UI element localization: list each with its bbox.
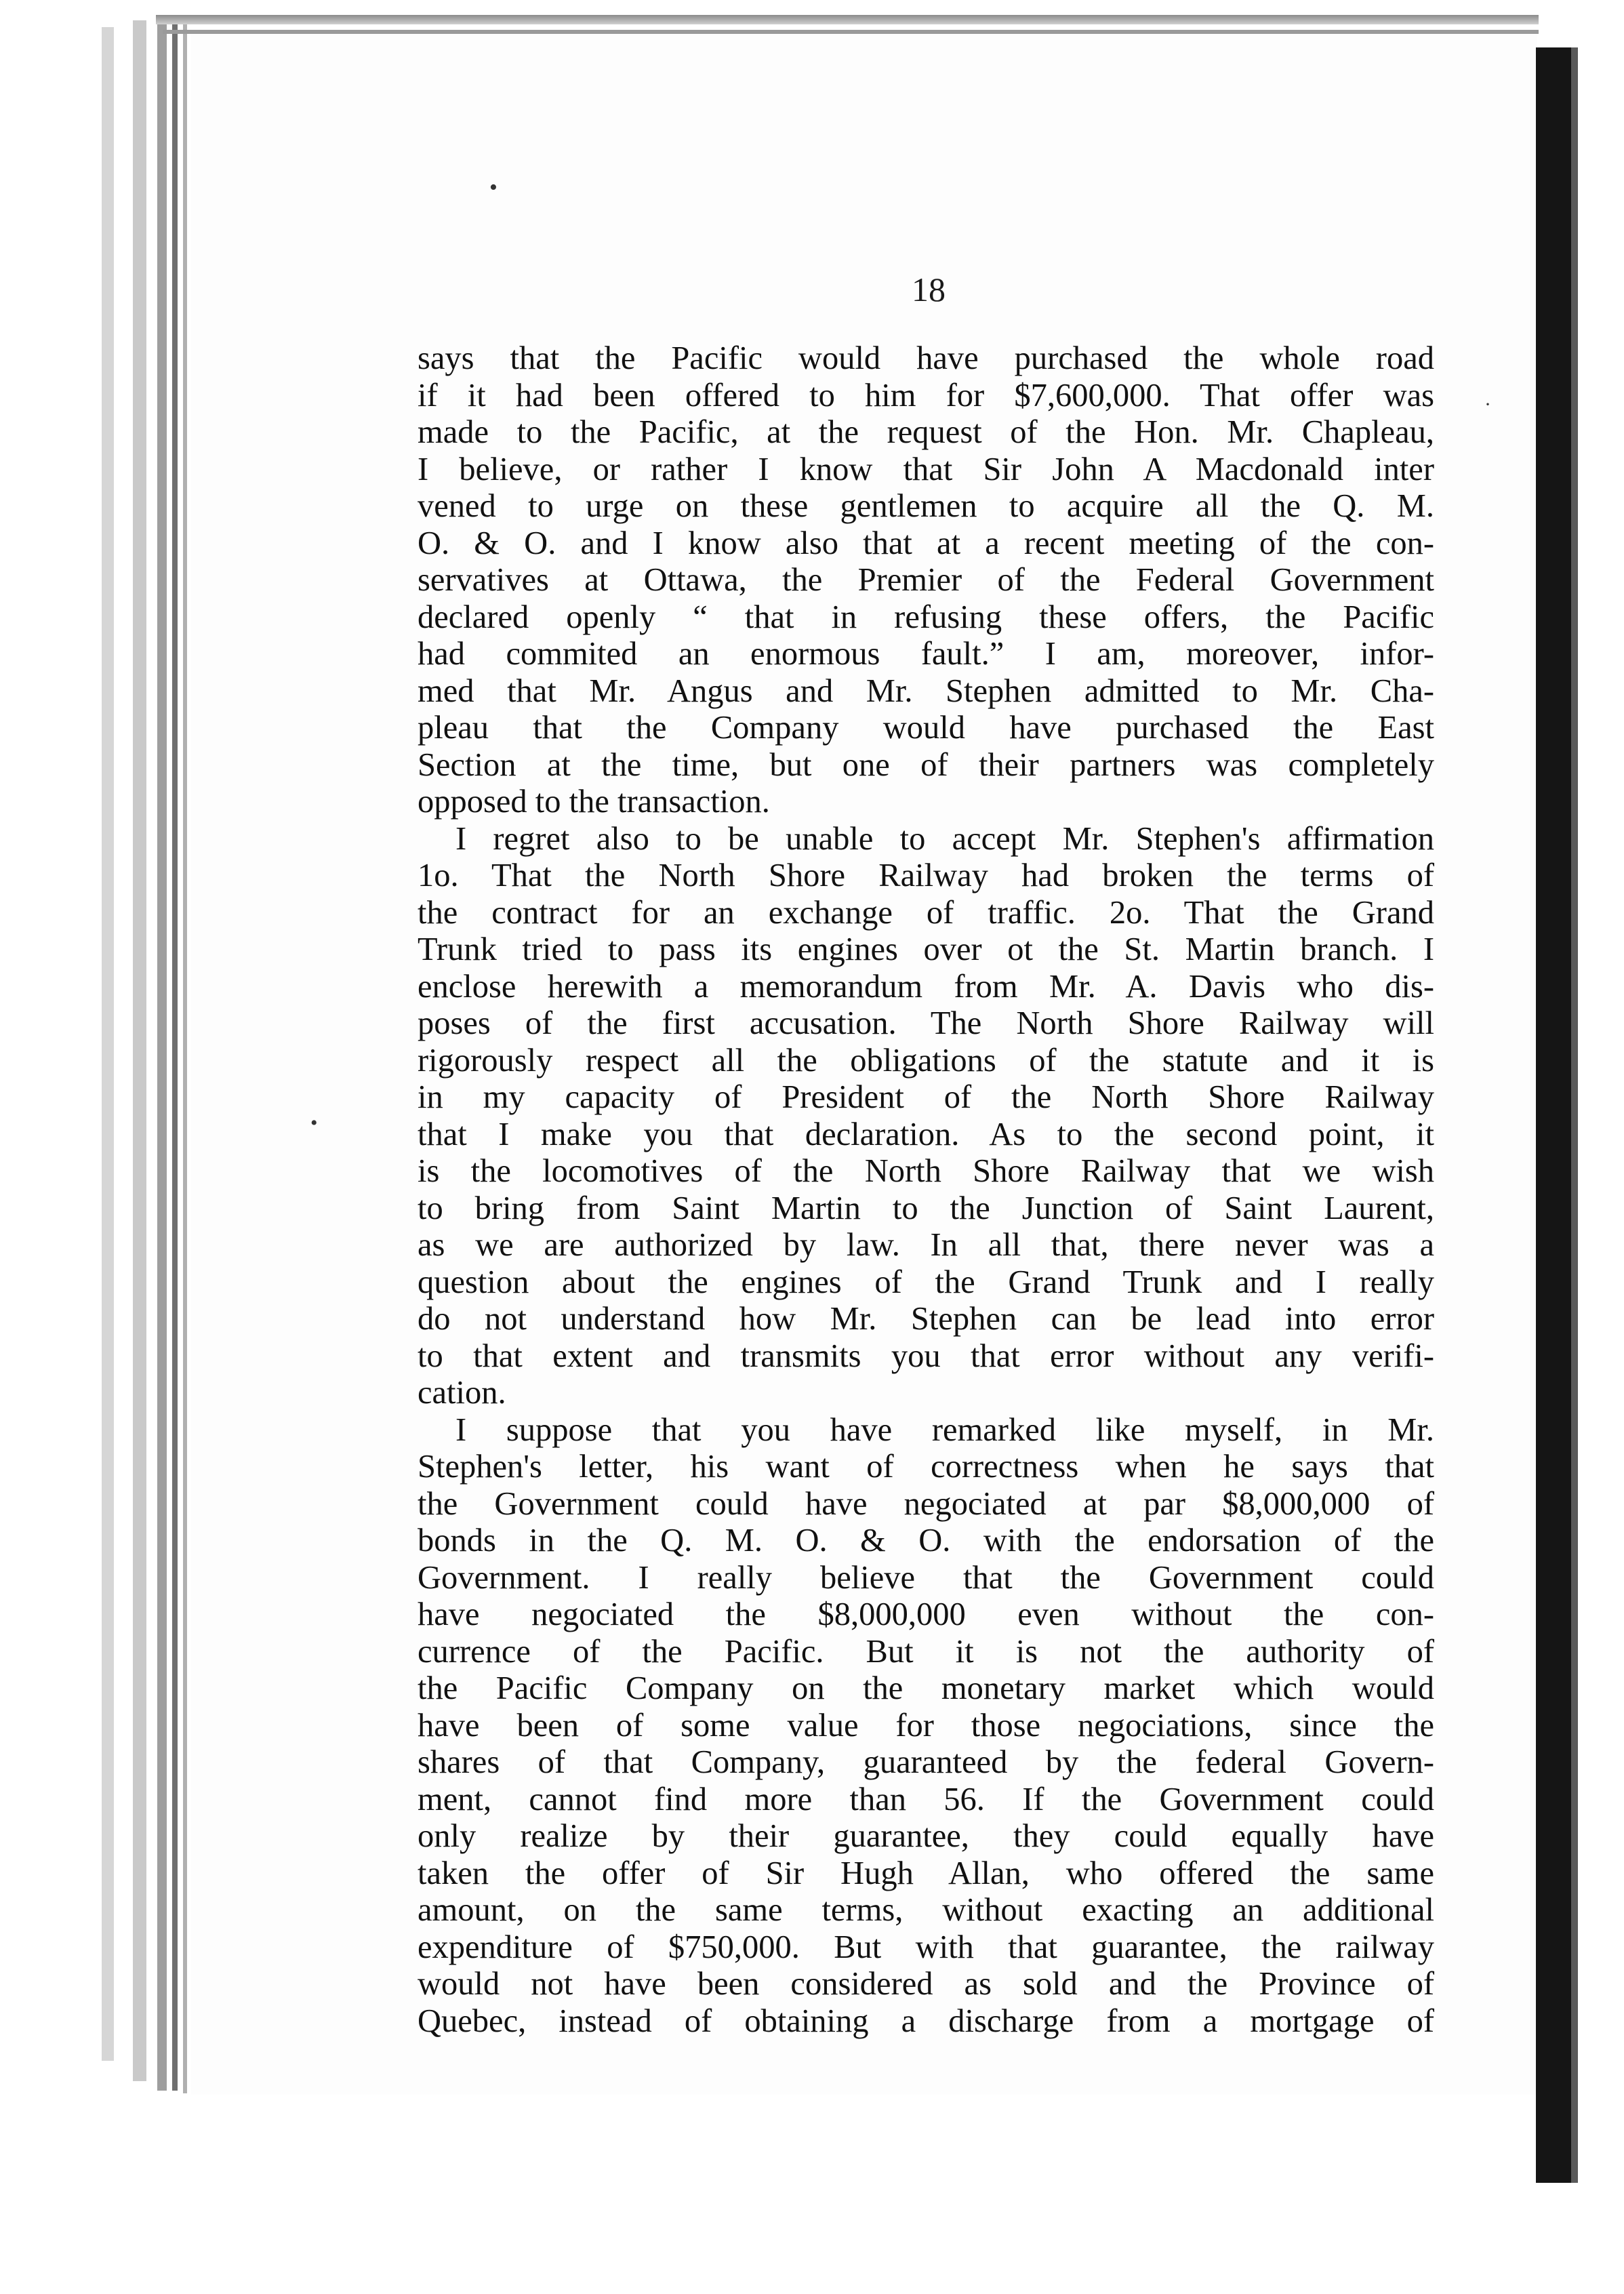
text-line: rigorously respect all the obligations of the statute and it is — [418, 1042, 1434, 1079]
text-line: have negociated the $8,000,000 even without the con- — [418, 1596, 1434, 1632]
text-line: Stephen's letter, his want of correctness when he says that — [418, 1449, 1434, 1485]
page-edge — [172, 23, 178, 2091]
text-line: made to the Pacific, at the request of the Hon. Mr. Chapleau, — [418, 414, 1434, 450]
scan-speck: · — [1484, 393, 1491, 416]
text-line: opposed to the transaction. — [418, 784, 770, 820]
text-line: declared openly “ that in refusing these offers, the Pacific — [418, 599, 1434, 635]
text-line: that I make you that declaration. As to the second point, it — [418, 1116, 1434, 1152]
text-line: med that Mr. Angus and Mr. Stephen admitted to Mr. Cha- — [418, 672, 1434, 709]
page-edge — [102, 27, 114, 2061]
text-line: if it had been offered to him for $7,600,000. That offer was — [418, 377, 1434, 414]
text-line: servatives at Ottawa, the Premier of the Federal Government — [418, 562, 1434, 598]
text-line: bonds in the Q. M. O. & O. with the endorsation of the — [418, 1523, 1434, 1558]
text-line: I believe, or rather I know that Sir John A Macdonald inter — [418, 451, 1434, 487]
text-line: had commited an enormous fault.” I am, moreover, infor- — [418, 636, 1434, 672]
text-line: Quebec, instead of obtaining a discharge from a mortgage of — [418, 2003, 1434, 2039]
text-line: currence of the Pacific. But it is not the authority of — [418, 1633, 1434, 1670]
text-line: would not have been considered as sold and the Province of — [418, 1966, 1434, 2002]
text-line: question about the engines of the Grand Trunk and I really — [418, 1264, 1434, 1300]
scan-speck: • — [310, 1112, 318, 1134]
text-line: 1o. That the North Shore Railway had broken the terms of — [418, 858, 1434, 893]
text-line: poses of the first accusation. The North Shore Railway will — [418, 1005, 1434, 1041]
text-line: ment, cannot find more than 56. If the Government could — [418, 1781, 1434, 1817]
page-edge — [183, 19, 187, 2093]
text-line: shares of that Company, guaranteed by the federal Govern- — [418, 1744, 1434, 1780]
text-line: expenditure of $750,000. But with that guarantee, the railway — [418, 1929, 1434, 1965]
text-line: to that extent and transmits you that error without any verifi- — [418, 1337, 1434, 1374]
text-line: enclose herewith a memorandum from Mr. A. Davis who dis- — [418, 968, 1434, 1005]
text-line: O. & O. and I know also that at a recent meeting of the con- — [418, 525, 1434, 561]
page-number: 18 — [912, 270, 946, 308]
text-line: is the locomotives of the North Shore Railway that we wish — [418, 1153, 1434, 1189]
page-top-edge — [156, 15, 1539, 24]
text-line: do not understand how Mr. Stephen can be lead into error — [418, 1301, 1434, 1337]
text-line: to bring from Saint Martin to the Junction of Saint Laurent, — [418, 1190, 1434, 1226]
text-line: Trunk tried to pass its engines over ot the St. Martin branch. I — [418, 931, 1434, 967]
text-line: cation. — [418, 1375, 506, 1411]
text-line: the contract for an exchange of traffic. 2o. That the Grand — [418, 894, 1434, 931]
scan-speck: • — [489, 175, 498, 200]
page-edge — [133, 20, 146, 2081]
text-line: pleau that the Company would have purchased the East — [418, 710, 1434, 746]
text-line: I suppose that you have remarked like myself, in Mr. — [455, 1411, 1434, 1448]
text-line: vened to urge on these gentlemen to acquire all the Q. M. — [418, 488, 1434, 524]
text-line: as we are authorized by law. In all that, there never was a — [418, 1227, 1434, 1263]
text-line: the Government could have negociated at par $8,000,000 of — [418, 1485, 1434, 1522]
text-line: says that the Pacific would have purchased the whole road — [418, 340, 1434, 376]
text-line: the Pacific Company on the monetary market which would — [418, 1670, 1434, 1706]
text-line: taken the offer of Sir Hugh Allan, who offered the same — [418, 1855, 1434, 1891]
text-line: have been of some value for those negociations, since the — [418, 1707, 1434, 1744]
page-edge — [157, 16, 167, 2091]
text-line: only realize by their guarantee, they could equally have — [418, 1818, 1434, 1854]
text-line: I regret also to be unable to accept Mr. Stephen's affirmation — [455, 820, 1434, 857]
book-binding-edge — [1571, 47, 1578, 2183]
text-line: in my capacity of President of the North Shore Railway — [418, 1079, 1434, 1115]
text-line: Government. I really believe that the Government could — [418, 1559, 1434, 1596]
text-line: amount, on the same terms, without exacting an additional — [418, 1892, 1434, 1928]
text-line: Section at the time, but one of their partners was completely — [418, 746, 1434, 783]
book-binding — [1536, 47, 1571, 2183]
document-body — [418, 340, 1434, 2040]
